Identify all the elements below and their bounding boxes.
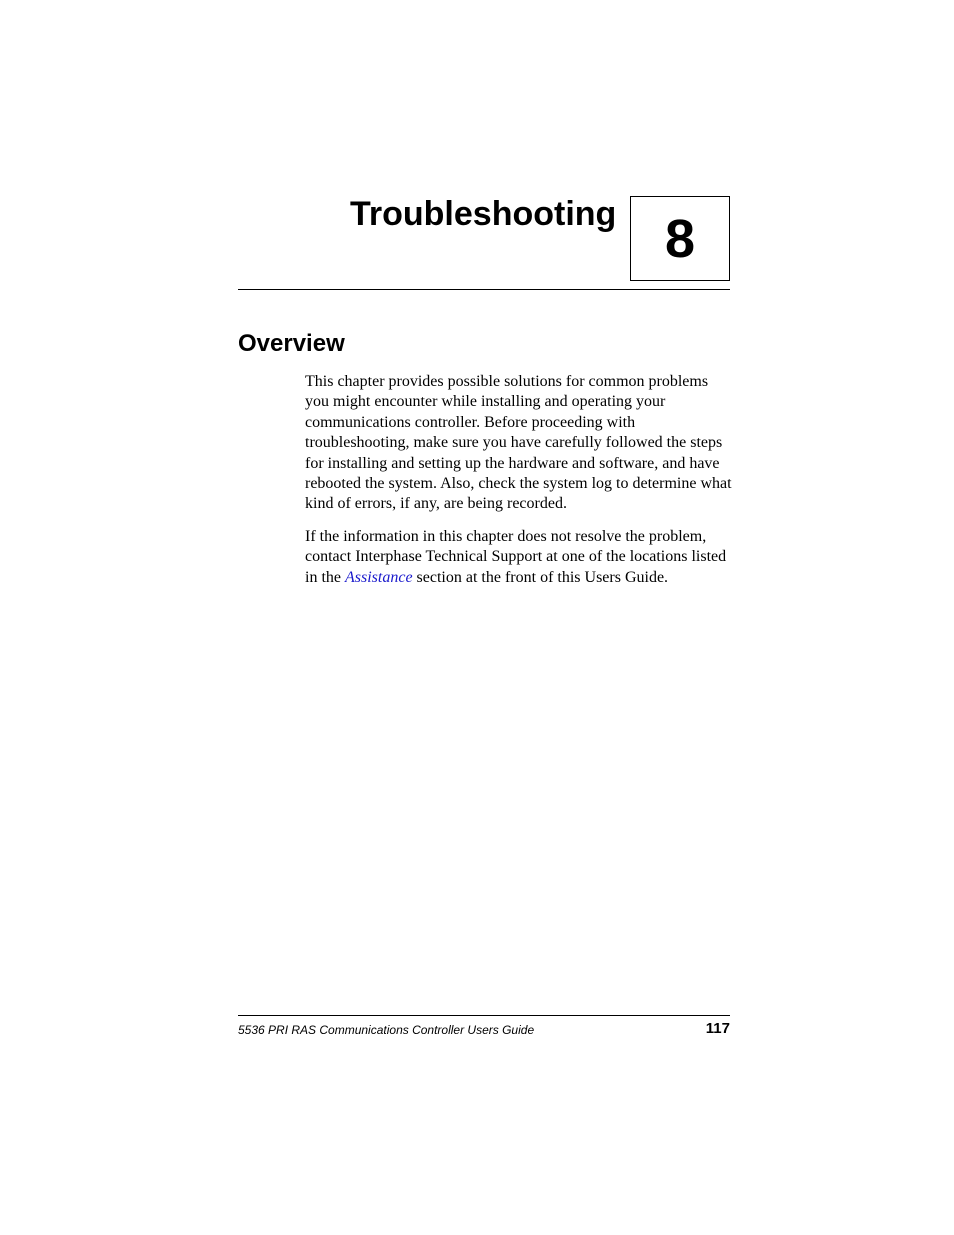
paragraph-2-text-end: section at the front of this Users Guide. [412,568,669,586]
chapter-title: Troubleshooting [350,195,617,233]
title-divider [238,289,730,290]
footer-document-title: 5536 PRI RAS Communications Controller Users Guide [238,1023,535,1037]
chapter-number: 8 [664,208,696,269]
overview-paragraph-1: This chapter provides possible solutions for common problems you might encounter while installing and operating your communications controller. Before proceeding with troubleshooting, make sure you have carefully followed the steps for installing and setting up the hardware and software, and have rebooted the system. Also, check the system log to determine what kind of errors, if any, are being recorded. [305,373,732,513]
paragraph-2-text-start: If the information in this chapter does not resolve the problem, contact Interphase Technical Support at one of the locations listed in the [305,528,727,586]
page-number: 117 [705,1020,730,1037]
section-heading: Overview [238,330,345,357]
chapter-number-box [630,196,730,281]
footer-divider [238,1015,730,1016]
overview-paragraph-2 [305,527,735,588]
assistance-link[interactable]: Assistance [345,568,413,586]
